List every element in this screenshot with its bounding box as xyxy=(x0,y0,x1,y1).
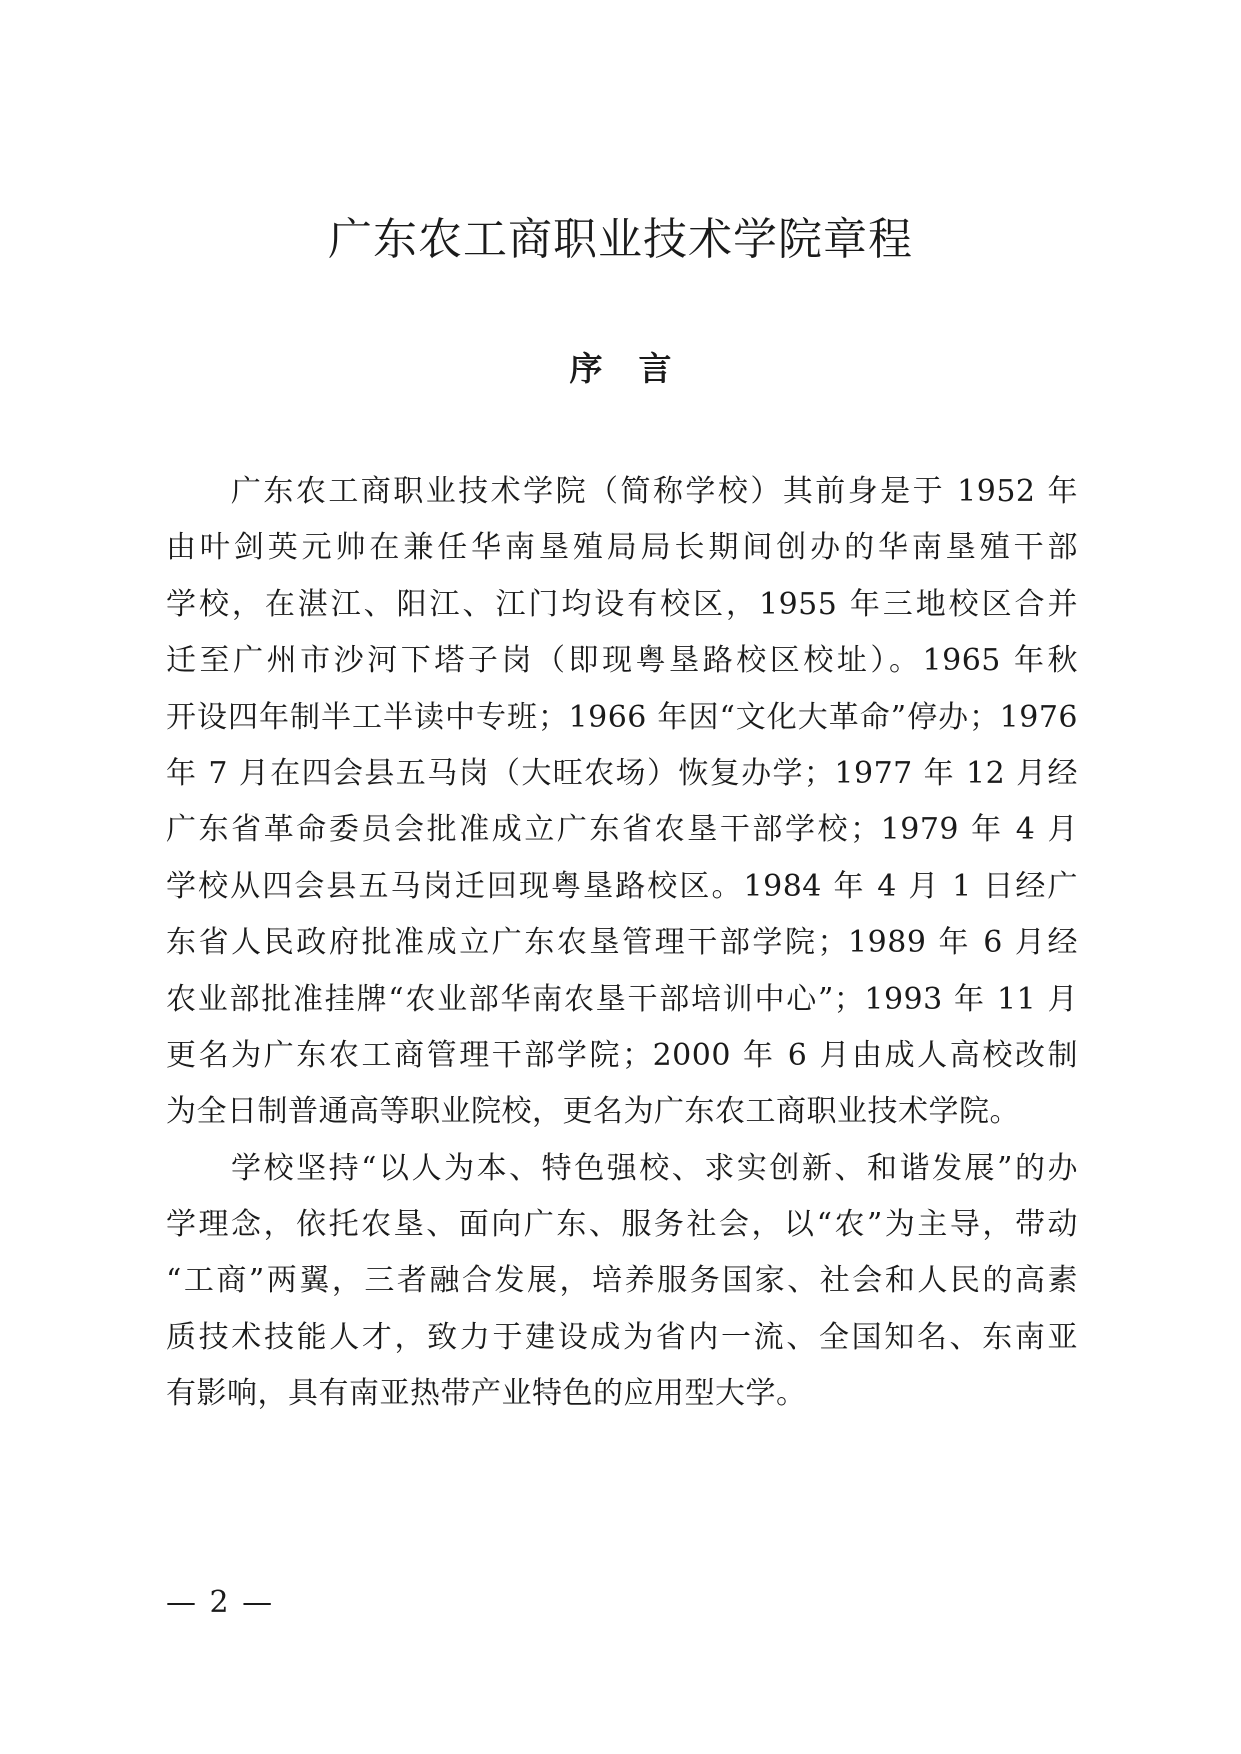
paragraph-1 xyxy=(166,464,1078,1141)
document-body xyxy=(166,464,1078,1423)
paragraph-line: “工商”两翼，三者融合发展，培养服务国家、社会和人民的高素 xyxy=(166,1263,1078,1299)
page-number: — 2 — xyxy=(166,1585,275,1620)
paragraph-line: 学校，在湛江、阳江、江门均设有校区，1955 年三地校区合并 xyxy=(166,586,1078,622)
section-heading-char-1: 序 xyxy=(569,349,603,388)
paragraph-line: 有影响，具有南亚热带产业特色的应用型大学。 xyxy=(166,1376,807,1412)
paragraph-2 xyxy=(166,1141,1078,1423)
paragraph-line: 学理念，依托农垦、面向广东、服务社会，以“农”为主导，带动 xyxy=(166,1207,1078,1243)
paragraph-line: 年 7 月在四会县五马岗（大旺农场）恢复办学；1977 年 12 月经 xyxy=(166,755,1078,791)
paragraph-line: 迁至广州市沙河下塔子岗（即现粤垦路校区校址）。1965 年秋 xyxy=(166,643,1078,679)
paragraph-line: 由叶剑英元帅在兼任华南垦殖局局长期间创办的华南垦殖干部 xyxy=(166,530,1078,566)
paragraph-line: 农业部批准挂牌“农业部华南农垦干部培训中心”；1993 年 11 月 xyxy=(166,981,1078,1017)
paragraph-line: 为全日制普通高等职业院校，更名为广东农工商职业技术学院。 xyxy=(166,1094,1020,1130)
paragraph-line: 广东省革命委员会批准成立广东省农垦干部学校；1979 年 4 月 xyxy=(166,812,1078,848)
document-title: 广东农工商职业技术学院章程 xyxy=(328,214,913,265)
paragraph-line: 东省人民政府批准成立广东农垦管理干部学院；1989 年 6 月经 xyxy=(166,925,1078,961)
paragraph-line: 质技术技能人才，致力于建设成为省内一流、全国知名、东南亚 xyxy=(166,1319,1078,1355)
paragraph-line: 更名为广东农工商管理干部学院；2000 年 6 月由成人高校改制 xyxy=(166,1037,1078,1073)
paragraph-line: 开设四年制半工半读中专班；1966 年因“文化大革命”停办；1976 xyxy=(166,699,1078,735)
section-heading-char-2: 言 xyxy=(638,349,672,388)
section-heading-preface xyxy=(0,349,1241,388)
paragraph-line: 学校坚持“以人为本、特色强校、求实创新、和谐发展”的办 xyxy=(166,1150,1078,1186)
paragraph-line: 学校从四会县五马岗迁回现粤垦路校区。1984 年 4 月 1 日经广 xyxy=(166,868,1078,904)
paragraph-line: 广东农工商职业技术学院（简称学校）其前身是于 1952 年 xyxy=(166,474,1078,509)
